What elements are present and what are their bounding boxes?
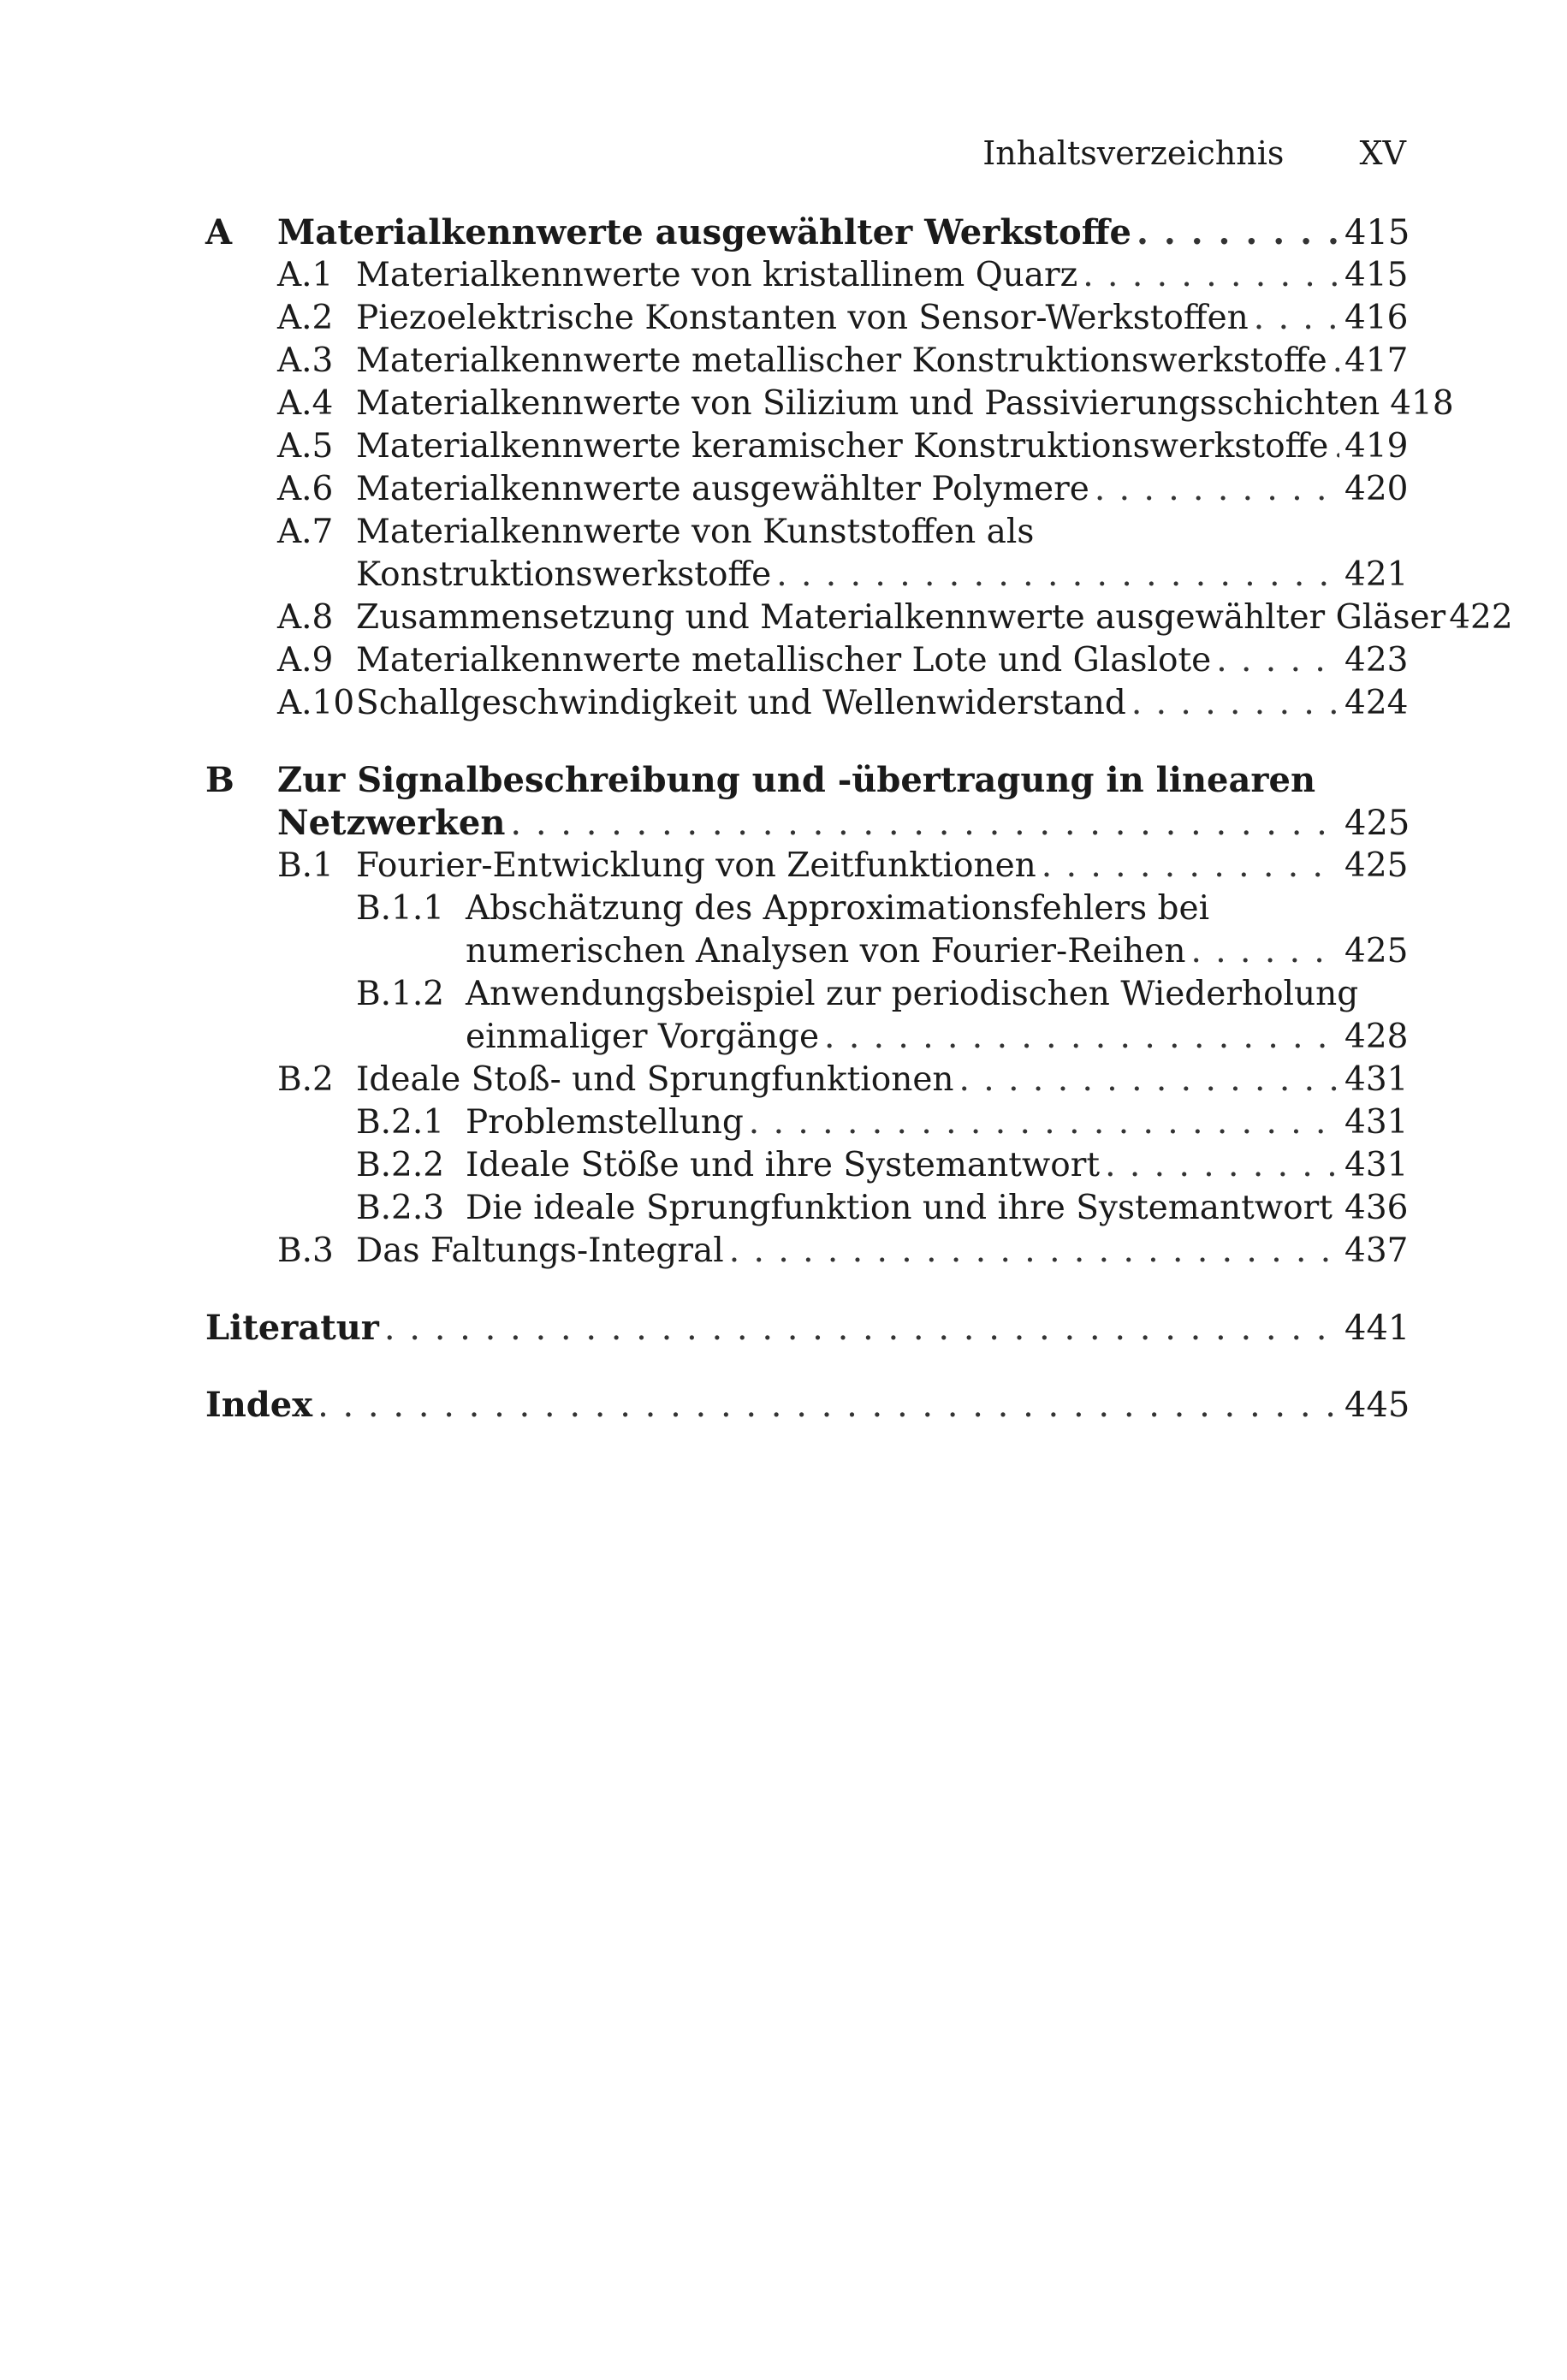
toc-entry-b22[interactable] xyxy=(205,1144,1409,1187)
dot-leader xyxy=(959,1059,1339,1101)
page-number: 419 xyxy=(1344,427,1409,466)
page-number: 441 xyxy=(1344,1309,1410,1348)
dot-leader xyxy=(1137,211,1339,254)
dot-leader xyxy=(318,1384,1339,1427)
section-title-line1: Materialkennwerte von Kunststoffen als xyxy=(356,513,1035,551)
dot-leader xyxy=(1105,1144,1339,1187)
section-title: Materialkennwerte metallischer Lote und Glaslote xyxy=(356,641,1212,680)
section-number: A.10 xyxy=(277,684,355,722)
toc-index[interactable] xyxy=(205,1384,1410,1427)
section-title: Materialkennwerte metallischer Konstruktionswerkstoffe xyxy=(356,341,1327,380)
section-number: A.8 xyxy=(277,598,334,637)
dot-leader xyxy=(749,1101,1339,1144)
toc-entry-b12-cont[interactable] xyxy=(205,1016,1409,1059)
section-number: A.2 xyxy=(277,299,334,337)
chapter-letter: A xyxy=(205,212,233,252)
page-number: 425 xyxy=(1344,846,1409,885)
subsection-title-line2: einmaliger Vorgänge xyxy=(466,1018,820,1056)
section-number: B.1 xyxy=(277,846,334,885)
toc-entry-a7-cont[interactable] xyxy=(205,554,1409,596)
subsection-number: B.2.3 xyxy=(356,1189,445,1227)
toc-entry-b23[interactable] xyxy=(205,1187,1409,1230)
section-number: B.2 xyxy=(277,1060,334,1099)
dot-leader xyxy=(776,554,1339,596)
chapter-title-line2: Netzwerken xyxy=(277,803,506,843)
header-title: Inhaltsverzeichnis xyxy=(982,134,1285,172)
toc-entry-a7[interactable] xyxy=(205,511,1406,554)
dot-leader xyxy=(1254,297,1339,340)
page-number: 428 xyxy=(1344,1018,1409,1056)
dot-leader xyxy=(824,1016,1339,1059)
section-number: A.7 xyxy=(277,513,334,551)
subsection-title: Problemstellung xyxy=(466,1103,744,1142)
dot-leader xyxy=(1042,845,1339,887)
section-title: Piezoelektrische Konstanten von Sensor-Werkstoffen xyxy=(356,299,1249,337)
toc-entry-a1[interactable] xyxy=(205,254,1409,297)
section-title: Zusammensetzung und Materialkennwerte ausgewählter Gläser xyxy=(356,598,1446,637)
section-title: Materialkennwerte keramischer Konstruktionswerkstoffe xyxy=(356,427,1329,466)
section-number: A.4 xyxy=(277,384,334,423)
section-number: B.3 xyxy=(277,1232,334,1270)
subsection-number: B.2.1 xyxy=(356,1103,445,1142)
toc-entry-a3[interactable] xyxy=(205,340,1409,383)
toc-entry-a10[interactable] xyxy=(205,682,1409,725)
page-number: 425 xyxy=(1344,932,1409,970)
chapter-title: Literatur xyxy=(205,1308,379,1348)
section-title: Materialkennwerte von kristallinem Quarz xyxy=(356,256,1078,294)
chapter-title: Index xyxy=(205,1385,313,1425)
toc-chapter-a[interactable] xyxy=(205,211,1410,254)
dot-leader xyxy=(1083,254,1339,297)
chapter-title-line1: Zur Signalbeschreibung und -übertragung in linearen xyxy=(277,760,1316,800)
dot-leader xyxy=(1131,682,1339,725)
page-number: 436 xyxy=(1344,1189,1409,1227)
section-title: Materialkennwerte ausgewählter Polymere xyxy=(356,470,1089,508)
page-number: 418 xyxy=(1390,384,1454,423)
section-title: Fourier-Entwicklung von Zeitfunktionen xyxy=(356,846,1036,885)
dot-leader xyxy=(1190,930,1339,973)
dot-leader xyxy=(1333,425,1339,468)
subsection-title: Ideale Stöße und ihre Systemantwort xyxy=(466,1146,1101,1184)
subsection-number: B.1.2 xyxy=(356,975,445,1013)
toc-entry-a4[interactable] xyxy=(205,383,1454,425)
page-number: 431 xyxy=(1344,1146,1409,1184)
toc-entry-b1[interactable] xyxy=(205,845,1409,887)
page-number: 422 xyxy=(1449,598,1513,637)
dot-leader xyxy=(729,1230,1339,1273)
dot-leader xyxy=(1095,468,1339,511)
page-number: 415 xyxy=(1344,213,1410,252)
header-page-number: XV xyxy=(1359,134,1406,172)
toc-entry-a2[interactable] xyxy=(205,297,1409,340)
subsection-title-line1: Anwendungsbeispiel zur periodischen Wiederholung xyxy=(466,975,1359,1013)
dot-leader xyxy=(1216,639,1339,682)
toc-entry-a5[interactable] xyxy=(205,425,1409,468)
chapter-title: Materialkennwerte ausgewählter Werkstoffe xyxy=(277,212,1131,252)
toc-entry-b11-cont[interactable] xyxy=(205,930,1409,973)
page-number: 425 xyxy=(1344,804,1410,843)
toc-entry-a9[interactable] xyxy=(205,639,1409,682)
page-number: 416 xyxy=(1344,299,1409,337)
section-number: A.1 xyxy=(277,256,334,294)
section-title: Ideale Stoß- und Sprungfunktionen xyxy=(356,1060,954,1099)
page-number: 431 xyxy=(1344,1060,1409,1099)
section-title-line2: Konstruktionswerkstoffe xyxy=(356,555,772,594)
page-number: 431 xyxy=(1344,1103,1409,1142)
page-number: 445 xyxy=(1344,1386,1410,1425)
dot-leader xyxy=(384,1307,1339,1350)
section-number: A.3 xyxy=(277,341,334,380)
dot-leader xyxy=(1333,340,1339,383)
section-number: A.9 xyxy=(277,641,334,680)
section-number: A.6 xyxy=(277,470,334,508)
toc-entry-b12[interactable] xyxy=(205,973,1406,1016)
page-number: 417 xyxy=(1344,341,1409,380)
toc-chapter-b-cont[interactable] xyxy=(205,802,1410,845)
page-number: 424 xyxy=(1344,684,1409,722)
toc-entry-b21[interactable] xyxy=(205,1101,1409,1144)
toc-literatur[interactable] xyxy=(205,1307,1410,1350)
subsection-title-line1: Abschätzung des Approximationsfehlers bei xyxy=(466,889,1210,928)
section-number: A.5 xyxy=(277,427,334,466)
subsection-number: B.1.1 xyxy=(356,889,445,928)
table-of-contents xyxy=(205,211,1513,1427)
toc-entry-b2[interactable] xyxy=(205,1059,1409,1101)
toc-entry-b11[interactable] xyxy=(205,887,1406,930)
subsection-number: B.2.2 xyxy=(356,1146,445,1184)
subsection-title: Die ideale Sprungfunktion und ihre Systemantwort xyxy=(466,1189,1333,1227)
toc-entry-a6[interactable] xyxy=(205,468,1409,511)
toc-chapter-b[interactable] xyxy=(205,759,1406,802)
toc-entry-b3[interactable] xyxy=(205,1230,1409,1273)
page-number: 421 xyxy=(1344,555,1409,594)
dot-leader xyxy=(510,802,1339,845)
chapter-letter: B xyxy=(205,760,234,800)
section-title: Schallgeschwindigkeit und Wellenwiderstand xyxy=(356,684,1126,722)
page-number: 415 xyxy=(1344,256,1409,294)
page-number: 437 xyxy=(1344,1232,1409,1270)
running-header xyxy=(0,133,1406,174)
page-number: 423 xyxy=(1344,641,1409,680)
page-number: 420 xyxy=(1344,470,1409,508)
subsection-title-line2: numerischen Analysen von Fourier-Reihen xyxy=(466,932,1186,970)
section-title: Materialkennwerte von Silizium und Passivierungsschichten xyxy=(356,384,1380,423)
toc-entry-a8[interactable] xyxy=(205,596,1513,639)
section-title: Das Faltungs-Integral xyxy=(356,1232,724,1270)
